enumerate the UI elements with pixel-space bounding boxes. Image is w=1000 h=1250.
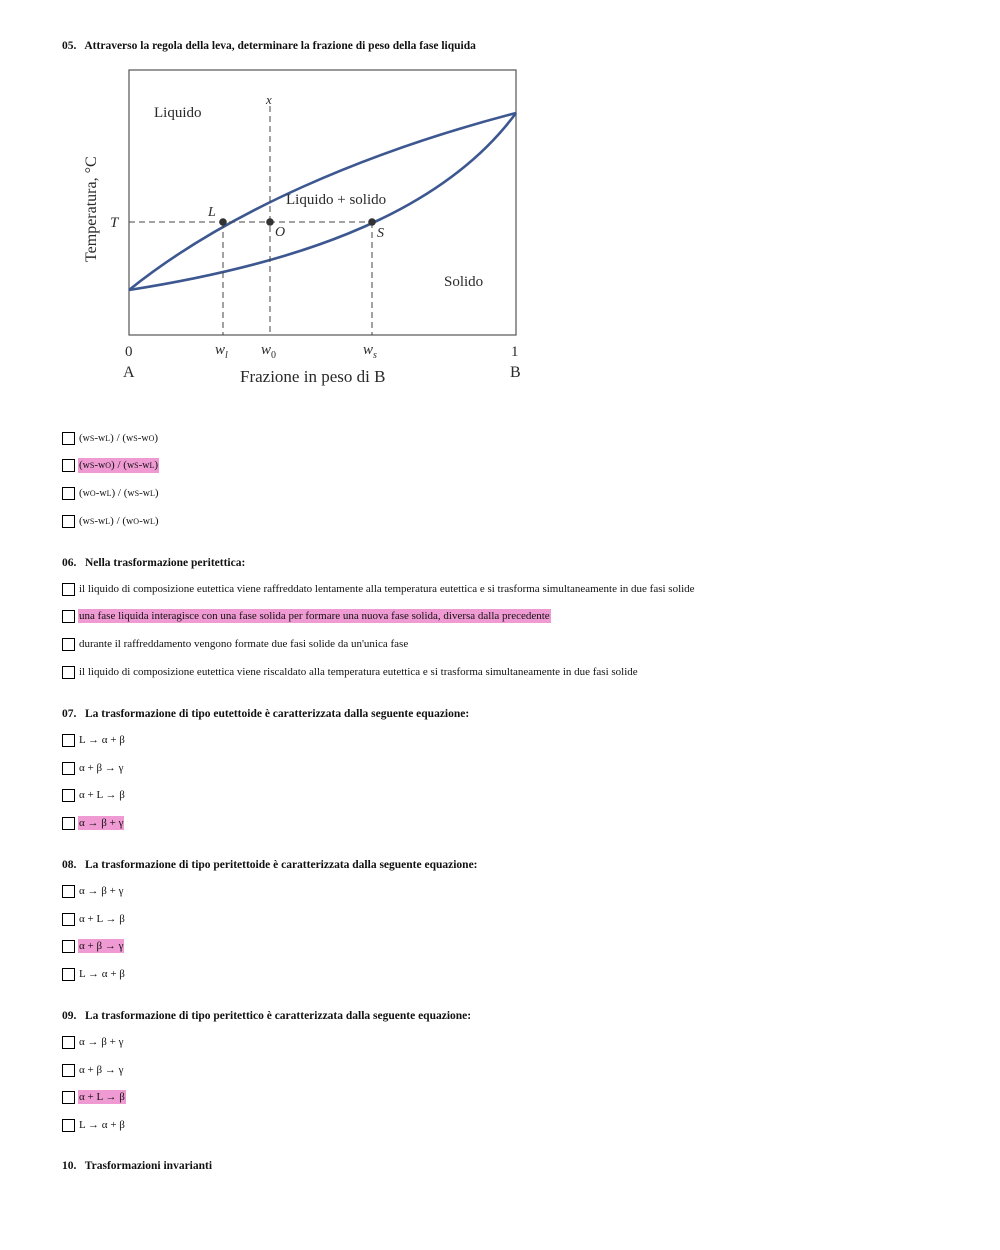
answer-text: il liquido di composizione eutettica viene raffreddato lentamente alla temperatura eutettica e si trasforma simultaneamente in due fasi solide [79,583,695,595]
answer-checkbox[interactable] [62,583,75,596]
answer-text: α + β → γ [79,940,124,952]
tick-ws: $w_s$ [363,342,377,361]
question-text: La trasformazione di tipo peritettoide è caratterizzata dalla seguente equazione: [85,859,478,871]
answer-checkbox[interactable] [62,734,75,747]
temperature-T-label: T [110,215,119,231]
question-text: Attraverso la regola della leva, determinare la frazione di peso della fase liquida [84,40,476,52]
answer-text: α + β → γ [79,1064,124,1076]
answer-checkbox[interactable] [62,610,75,623]
answer-text: α → β + γ [79,817,124,829]
point-O-marker [266,218,274,226]
answer-checkbox[interactable] [62,940,75,953]
tick-wl: $w_l$ [215,342,228,361]
answer-text: il liquido di composizione eutettica viene riscaldato alla temperatura eutettica e si trasforma simultaneamente in due fasi solide [79,666,638,678]
answer-option[interactable] [62,1062,124,1078]
question-number: 07. [62,708,77,720]
question-07-title [62,708,469,720]
answer-text: α → β + γ [79,885,124,897]
answer-text: (wS-wL) / (wO-wL) [79,514,159,527]
answer-checkbox[interactable] [62,1091,75,1104]
question-text: Nella trasformazione peritettica: [85,557,246,569]
question-text: La trasformazione di tipo peritettico è caratterizzata dalla seguente equazione: [85,1010,472,1022]
answer-text: α + L → β [79,789,125,801]
region-two-phase-label: Liquido + solido [286,192,387,208]
question-number: 08. [62,859,77,871]
answer-checkbox[interactable] [62,666,75,679]
answer-checkbox[interactable] [62,885,75,898]
component-B-label: B [510,364,521,381]
answer-option[interactable] [62,732,126,748]
point-L-label: L [208,205,216,220]
answer-checkbox[interactable] [62,638,75,651]
answer-option[interactable] [62,608,551,624]
answer-option[interactable] [62,457,159,473]
answer-text: durante il raffreddamento vengono formate due fasi solide da un'unica fase [79,638,409,650]
answer-text: L → α + β [79,968,125,980]
answer-option[interactable] [62,485,160,501]
answer-checkbox[interactable] [62,817,75,830]
point-S-label: S [377,226,384,241]
point-L-marker [219,218,227,226]
answer-option[interactable] [62,664,639,680]
answer-option[interactable] [62,581,696,597]
answer-checkbox[interactable] [62,762,75,775]
answer-checkbox[interactable] [62,432,75,445]
answer-checkbox[interactable] [62,515,75,528]
y-axis-label: Temperatura, °C [83,156,100,262]
question-number: 10. [62,1160,77,1172]
phase-diagram [76,62,536,392]
answer-option[interactable] [62,911,126,927]
question-08-title [62,859,478,871]
answer-checkbox[interactable] [62,459,75,472]
answer-text: una fase liquida interagisce con una fase solida per formare una nuova fase solida, diversa dalla precedente [79,610,550,622]
point-O-label: O [275,225,286,240]
tick-1: 1 [511,344,519,360]
answer-option[interactable] [62,883,124,899]
component-A-label: A [123,364,135,381]
answer-checkbox[interactable] [62,968,75,981]
answer-checkbox[interactable] [62,1064,75,1077]
question-09-title [62,1010,471,1022]
answer-option[interactable] [62,787,126,803]
answer-option[interactable] [62,966,126,982]
region-liquid-label: Liquido [154,105,202,121]
answer-option[interactable] [62,1117,126,1133]
answer-checkbox[interactable] [62,1119,75,1132]
answer-option[interactable] [62,760,124,776]
answer-text: α + L → β [79,913,125,925]
answer-text: α + β → γ [79,762,124,774]
answer-text: (wS-wO) / (wS-wL) [79,458,159,471]
question-10-title [62,1160,212,1172]
answer-text: L → α + β [79,734,125,746]
answer-text: α + L → β [79,1091,125,1103]
question-text: Trasformazioni invarianti [84,1160,213,1172]
region-solid-label: Solido [444,274,484,290]
question-number: 06. [62,557,77,569]
question-06-title [62,557,245,569]
question-number: 09. [62,1010,77,1022]
answer-option[interactable] [62,513,160,529]
x-axis-label: Frazione in peso di B [240,367,386,386]
answer-text: L → α + β [79,1119,125,1131]
line-x-label: x [266,92,272,107]
answer-checkbox[interactable] [62,1036,75,1049]
answer-checkbox[interactable] [62,487,75,500]
answer-option[interactable] [62,1089,126,1105]
question-number: 05. [62,40,77,52]
answer-text: α → β + γ [79,1036,124,1048]
answer-option[interactable] [62,1034,124,1050]
answer-option[interactable] [62,430,159,446]
answer-checkbox[interactable] [62,789,75,802]
answer-text: (wS-wL) / (wS-wO) [79,431,159,444]
question-05-title [62,40,476,52]
answer-option[interactable] [62,815,124,831]
point-S-marker [368,218,376,226]
tick-0: 0 [125,344,133,360]
answer-checkbox[interactable] [62,913,75,926]
answer-text: (wO-wL) / (wS-wL) [79,486,159,499]
answer-option[interactable] [62,938,124,954]
answer-option[interactable] [62,636,409,652]
tick-w0: $w_0$ [261,342,277,361]
question-text: La trasformazione di tipo eutettoide è caratterizzata dalla seguente equazione: [85,708,470,720]
